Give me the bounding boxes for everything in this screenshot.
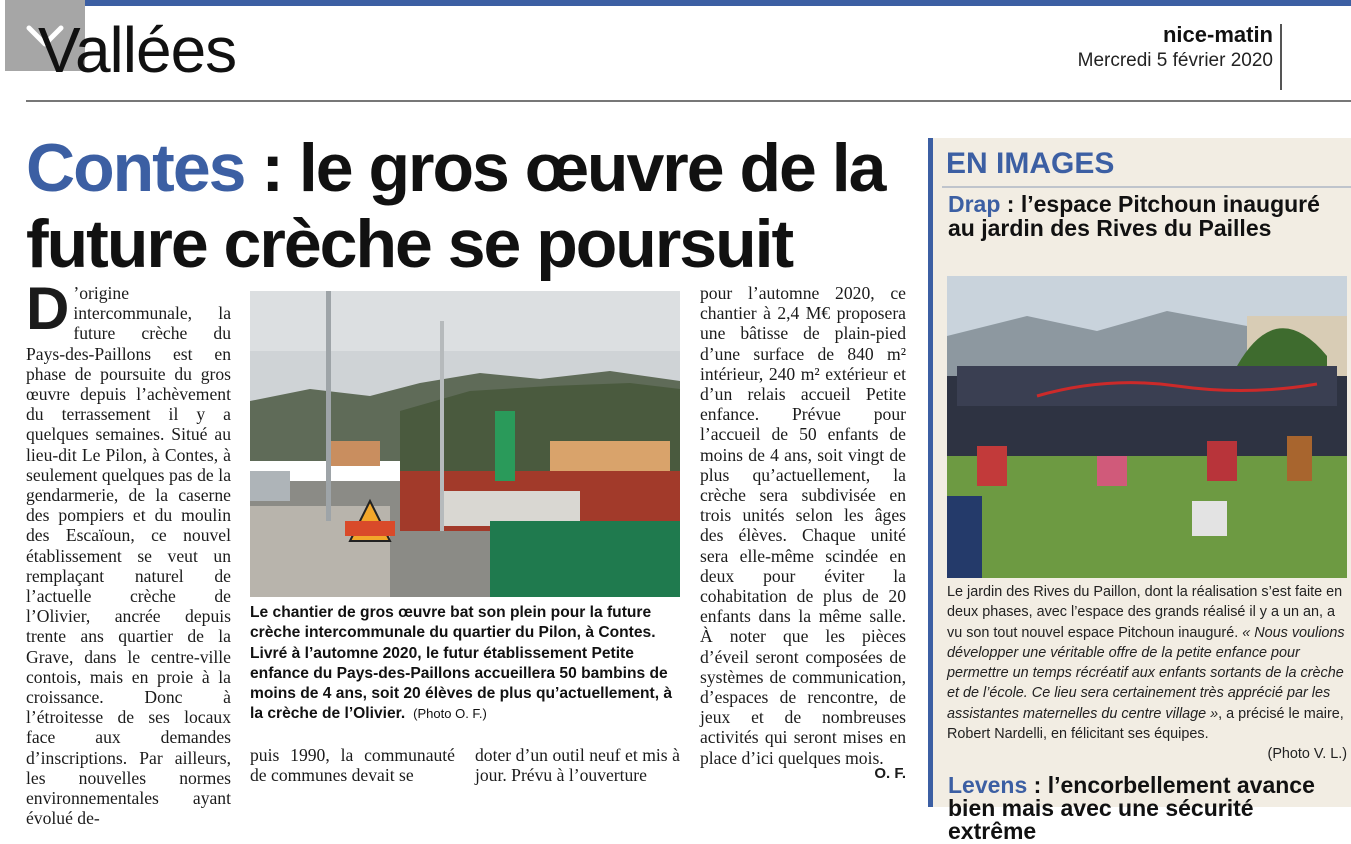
drop-cap: D	[26, 275, 70, 342]
article-column-1	[26, 275, 231, 829]
masthead-divider	[1280, 24, 1282, 90]
sidebar-photo-credit: (Photo V. L.)	[1267, 746, 1347, 763]
sidebar-en-images	[928, 138, 1351, 844]
sidebar-caption	[947, 582, 1347, 765]
headline-text: : le gros œuvre de la future crèche se poursuit	[26, 130, 885, 282]
sidebar-caption-quote: « Nous voulions développer une véritable offre de la petite enfance pour permettre un temps récréatif aux enfants sortants de la crèche et de l’école. Ce lieu sera certainement très apprécié par les assistantes maternelles du centre village »	[947, 624, 1345, 722]
masthead	[1078, 22, 1273, 74]
newspaper-brand: nice-matin	[1162, 22, 1273, 47]
sidebar-headline-1	[948, 193, 1343, 240]
sidebar-caption-intro: Le jardin des Rives du Paillon, dont la réalisation s’est faite en deux phases, avec l’espace des grands réalisé il y a un an, a vu son tout nouvel espace Pitchoun inauguré.	[947, 584, 1343, 641]
article-column-3: doter d’un outil neuf et mis à jour. Prévu à l’ouverture	[475, 745, 680, 786]
article-signature: O. F.	[874, 765, 906, 782]
section-title: Vallées	[38, 14, 237, 86]
sidebar-headline-1-text: : l’espace Pitchoun inauguré au jardin des Rives du Pailles	[948, 191, 1320, 241]
sidebar-headline-2-text: : l’encorbellement avance bien mais avec une sécurité extrême	[948, 772, 1315, 844]
photo-credit: (Photo O. F.)	[413, 706, 487, 722]
header-divider	[26, 100, 1351, 102]
issue-date: Mercredi 5 février 2020	[1077, 50, 1273, 71]
top-accent-rule	[26, 0, 1351, 6]
article-column-4: pour l’automne 2020, ce chantier à 2,4 M€ proposera une bâtisse de plain-pied d’une surface de 840 m² intérieur, 240 m² extérieur et d’un relais accueil Petite enfance. Prévue pour l’accueil de 50 enfants de moins de 4 ans, soit vingt de plus qu’actuellement, la crèche sera subdivisée en trois unités selon les âges des élèves. Chaque unité sera elle-même scindée en deux pour éviter la cohabitation de plus de 20 enfants dans la même salle. À noter que les pièces d’éveil seront composées de systèmes de communication, d’espaces de rencontre, de jeux et de nombreuses activités qui seront mises en place d’ici quelques mois.	[700, 283, 906, 768]
sidebar-headline-2	[948, 774, 1343, 843]
sidebar-caption-tail: , a précisé le maire, Robert Nardelli, en félicitant ses équipes.	[947, 705, 1344, 743]
sidebar-headline-2-place: Levens	[948, 772, 1028, 798]
sidebar-divider	[942, 186, 1351, 188]
article-headline	[26, 130, 926, 282]
construction-site-photo	[250, 291, 680, 597]
sidebar-heading: EN IMAGES	[946, 147, 1115, 180]
headline-place: Contes	[26, 130, 245, 206]
caption-text: Le chantier de gros œuvre bat son plein pour la future crèche intercommunale du quartier du Pilon, à Contes. Livré à l’automne 2020, le futur établissement Petite enfance du Pays-des-Paillons accueillera 50 bambins de moins de 4 ans, soit 20 élèves de plus qu’actuellement, à la crèche de l’Olivier.	[250, 604, 673, 723]
sidebar-accent-bar	[928, 138, 933, 807]
article-column-2: puis 1990, la communauté de communes devait se	[250, 745, 455, 786]
sidebar-headline-1-place: Drap	[948, 191, 1001, 217]
column-1-text: ’origine intercommunale, la future crèche du Pays-des-Paillons est en phase de poursuite du gros œuvre depuis l’achèvement du terrassement il y a quelques semaines. Situé au lieu-dit Le Pilon, à Contes, à seulement quelques pas de la gendarmerie, de la caserne des pompiers et du moulin des Escaïoun, ce nouvel établissement se veut un remplaçant naturel de l’actuelle crèche de l’Olivier, ancrée depuis trente ans quartier de la Grave, dans le centre-ville contois, mais en proie à la croissance. Donc à l’étroitesse de ses locaux face aux demandes d’inscriptions. Par ailleurs, les nouvelles normes environnementales ayant évolué de-	[26, 283, 231, 829]
photo-caption	[250, 603, 680, 725]
inauguration-group-photo	[947, 276, 1347, 578]
